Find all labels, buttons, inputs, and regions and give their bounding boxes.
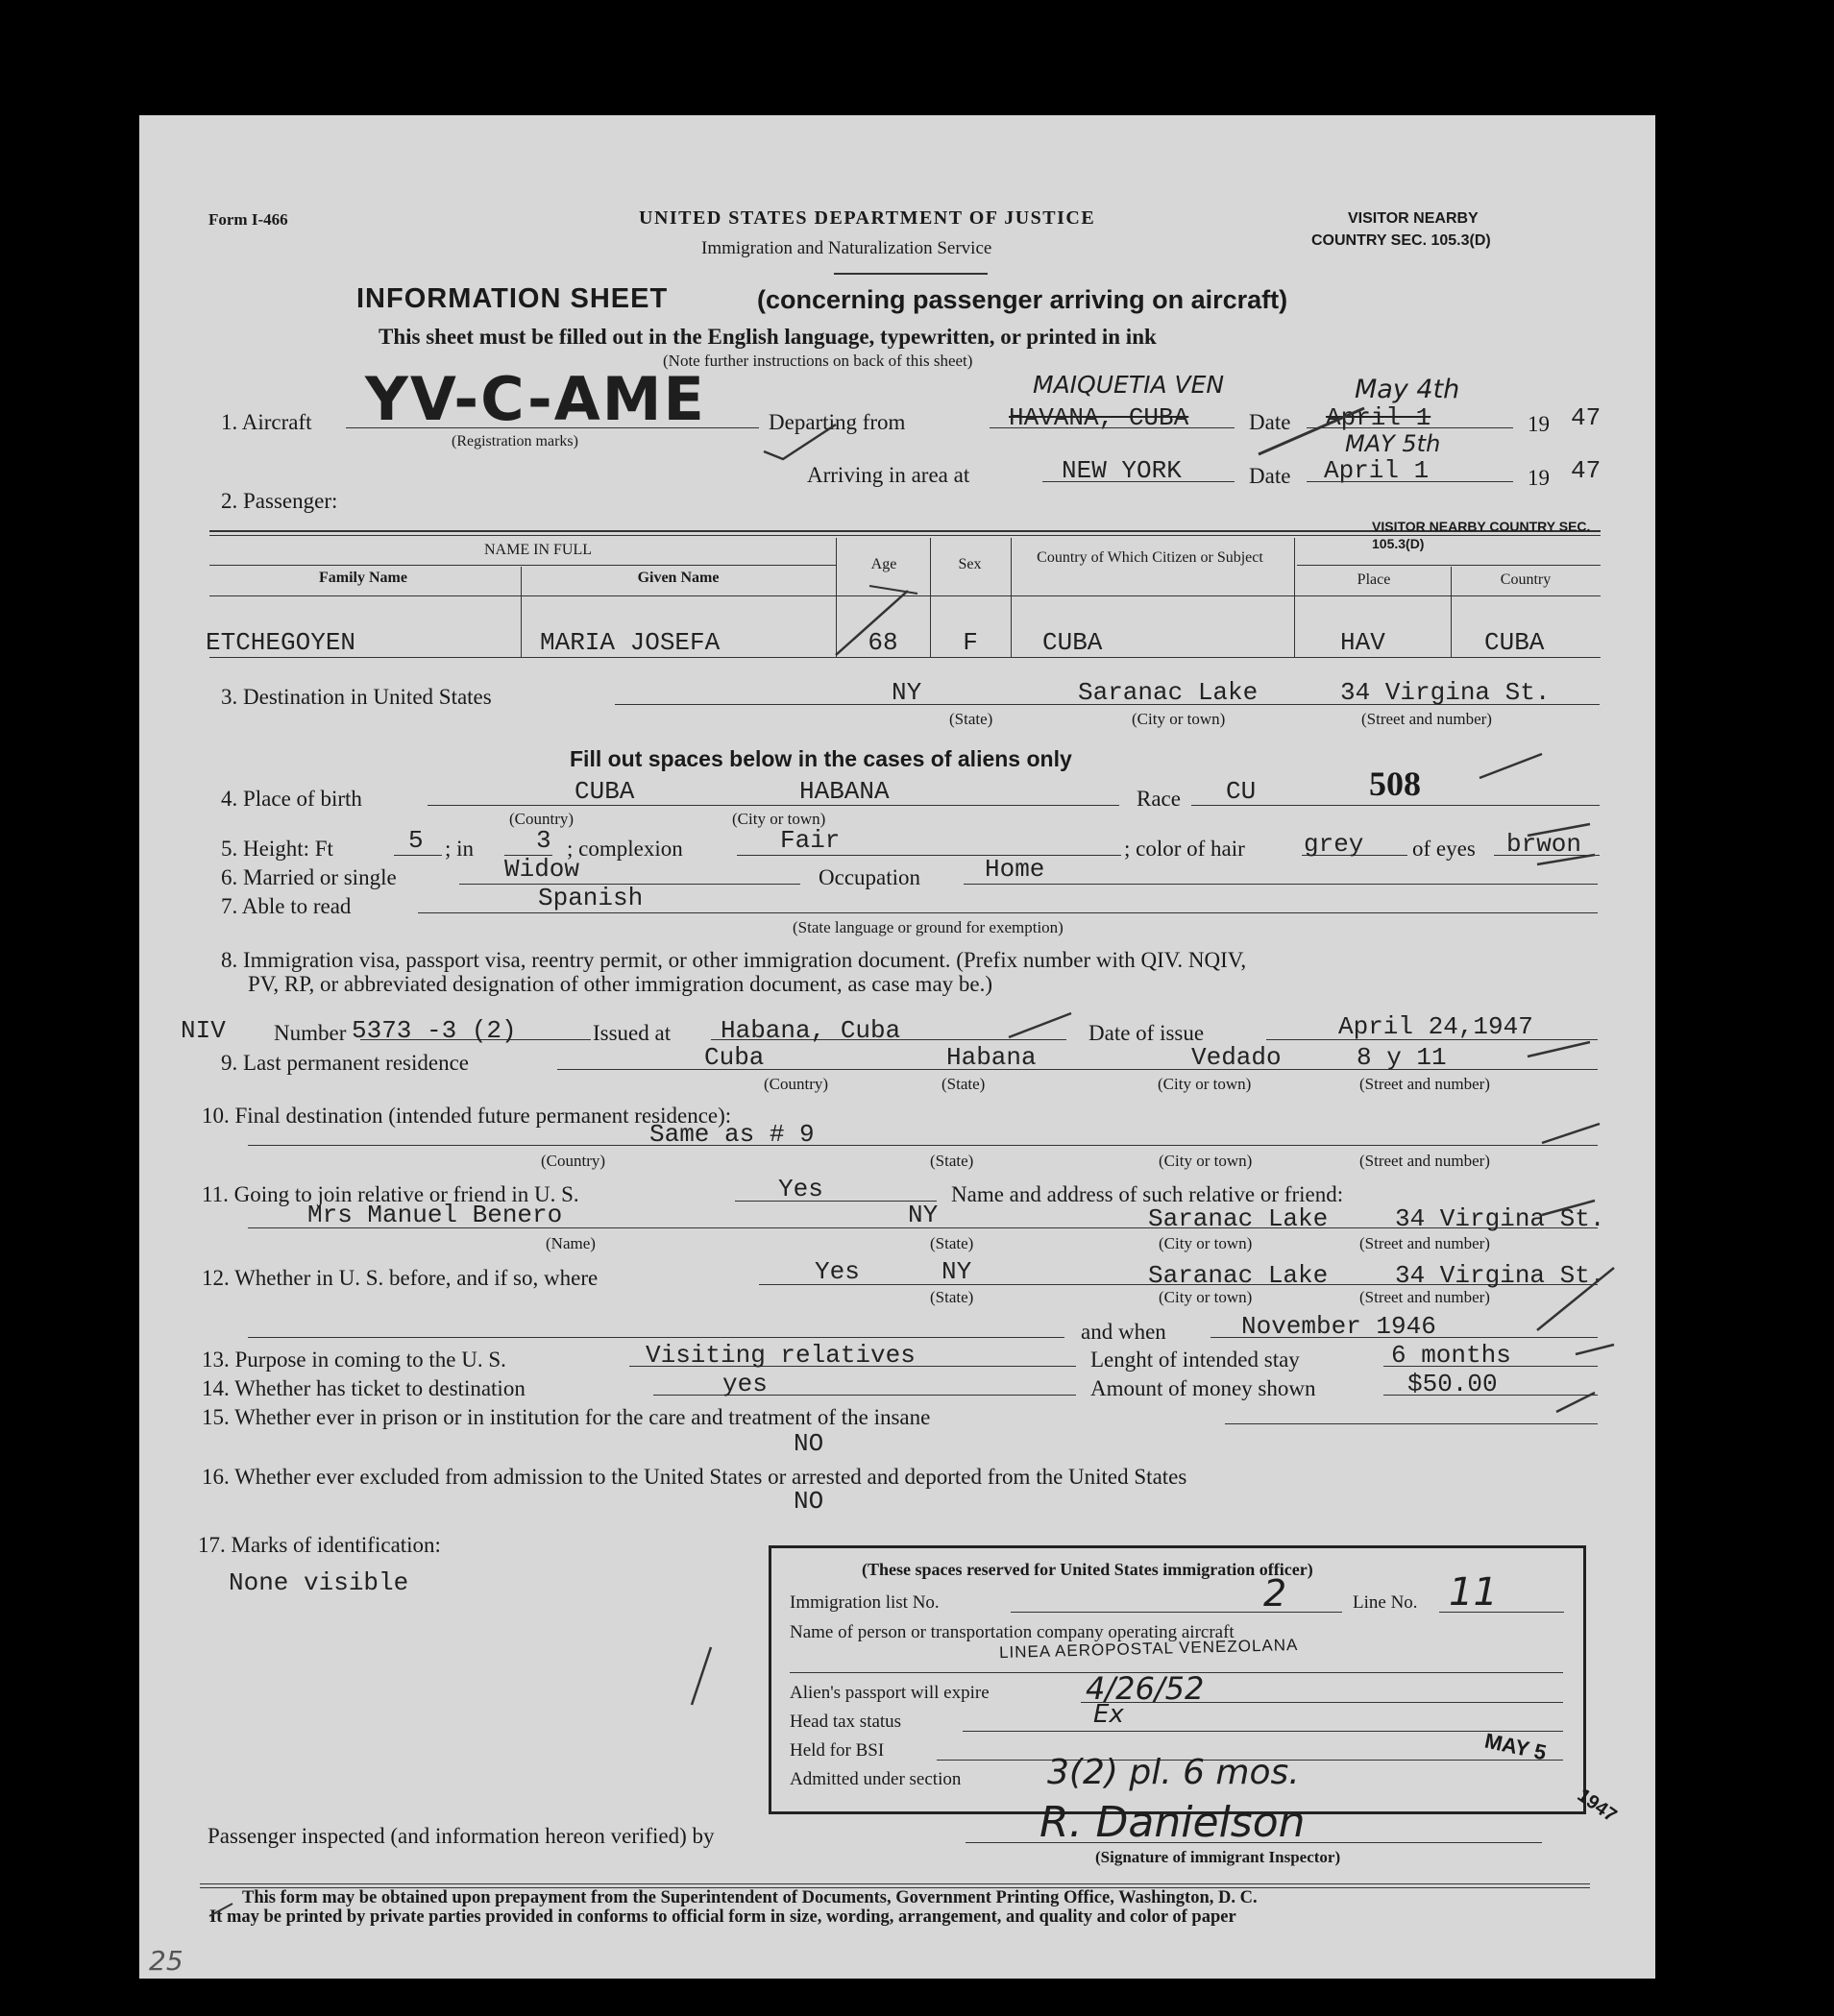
page-subtitle: (concerning passenger arriving on aircraft) bbox=[757, 285, 1288, 314]
given-name-value: MARIA JOSEFA bbox=[540, 628, 721, 657]
stay-value: 6 months bbox=[1391, 1341, 1511, 1370]
race-value: CU bbox=[1226, 777, 1257, 806]
residence-city: Vedado bbox=[1191, 1043, 1282, 1072]
residence-caption-city: (City or town) bbox=[1158, 1075, 1252, 1093]
marital-value: Widow bbox=[504, 855, 580, 884]
residence-street: 8 y 11 bbox=[1357, 1043, 1447, 1072]
header-rule bbox=[834, 273, 988, 275]
company-stamp: LINEA AEROPOSTAL VENEZOLANA bbox=[998, 1635, 1299, 1663]
depart-date-original: April 1 bbox=[1326, 403, 1431, 432]
final-caption-street: (Street and number) bbox=[1359, 1152, 1490, 1170]
arrive-date-correction: MAY 5th bbox=[1345, 430, 1441, 457]
aircraft-label: 1. Aircraft bbox=[221, 410, 312, 434]
service-name: Immigration and Naturalization Service bbox=[701, 238, 992, 258]
marital-label: 6. Married or single bbox=[221, 865, 397, 889]
relative-caption-state: (State) bbox=[930, 1234, 974, 1252]
aliens-heading: Fill out spaces below in the cases of aliens only bbox=[570, 746, 1072, 771]
departing-original: HAVANA, CUBA bbox=[1009, 403, 1189, 432]
marks-value: None visible bbox=[229, 1568, 409, 1597]
department-name: UNITED STATES DEPARTMENT OF JUSTICE bbox=[639, 207, 1096, 229]
marks-label: 17. Marks of identification: bbox=[198, 1533, 441, 1557]
header-country: Country bbox=[1500, 571, 1552, 588]
final-caption-city: (City or town) bbox=[1159, 1152, 1253, 1170]
relative-answer: Yes bbox=[778, 1175, 823, 1203]
read-caption: (State language or ground for exemption) bbox=[793, 918, 1064, 936]
residence-state: Habana bbox=[946, 1043, 1037, 1072]
prison-label: 15. Whether ever in prison or in institution for the care and treatment of the insane bbox=[202, 1405, 931, 1429]
page-title: INFORMATION SHEET bbox=[356, 283, 669, 314]
arrive-date-label: Date bbox=[1249, 464, 1291, 488]
visa-prefix: NIV bbox=[181, 1016, 226, 1045]
destination-city: Saranac Lake bbox=[1078, 678, 1259, 707]
relative-caption-city: (City or town) bbox=[1159, 1234, 1253, 1252]
visa-date-label: Date of issue bbox=[1088, 1021, 1205, 1045]
departing-label: Departing from bbox=[769, 410, 906, 434]
sex-value: F bbox=[963, 628, 978, 657]
departing-correction: MAIQUETIA VEN bbox=[1033, 371, 1225, 399]
birth-caption-country: (Country) bbox=[509, 810, 575, 828]
header-given-name: Given Name bbox=[637, 570, 720, 586]
place-value: HAV bbox=[1340, 628, 1385, 657]
line-label: Line No. bbox=[1353, 1592, 1418, 1613]
visa-number-label: Number bbox=[274, 1021, 347, 1045]
before-when: November 1946 bbox=[1241, 1312, 1436, 1341]
birth-label: 4. Place of birth bbox=[221, 787, 362, 811]
list-number: 2 bbox=[1263, 1572, 1287, 1615]
destination-caption-state: (State) bbox=[949, 710, 993, 728]
money-value: $50.00 bbox=[1407, 1370, 1498, 1398]
eyes-label: of eyes bbox=[1412, 837, 1476, 861]
occupation-value: Home bbox=[985, 855, 1045, 884]
passport-label: Alien's passport will expire bbox=[790, 1683, 990, 1703]
relative-caption-name: (Name) bbox=[546, 1234, 596, 1252]
final-caption-state: (State) bbox=[930, 1152, 974, 1170]
header-stamp: VISITOR NEARBY COUNTRY SEC. 105.3(D) bbox=[1372, 519, 1591, 551]
before-label: 12. Whether in U. S. before, and if so, where bbox=[202, 1266, 599, 1290]
birth-city: HABANA bbox=[799, 777, 890, 806]
before-state: NY bbox=[941, 1257, 972, 1286]
header-citizenship: Country of Which Citizen or Subject bbox=[1037, 549, 1263, 566]
arrive-year-prefix: 19 bbox=[1528, 466, 1550, 490]
visitor-stamp-line2: COUNTRY SEC. 105.3(D) bbox=[1311, 232, 1491, 249]
destination-caption-city: (City or town) bbox=[1132, 710, 1226, 728]
visa-instruction-1: 8. Immigration visa, passport visa, reentry permit, or other immigration document. (Prefix number with QIV. NQIV, bbox=[221, 948, 1247, 972]
stamp-month: MAY 5 bbox=[1482, 1728, 1549, 1765]
residence-caption-state: (State) bbox=[941, 1075, 986, 1093]
depart-date-correction: May 4th bbox=[1355, 375, 1460, 404]
section-label: Admitted under section bbox=[790, 1769, 962, 1789]
before-street: 34 Virgina St. bbox=[1395, 1261, 1605, 1290]
officer-heading: (These spaces reserved for United States immigration officer) bbox=[862, 1560, 1313, 1579]
before-caption-state: (State) bbox=[930, 1288, 974, 1306]
citizenship-value: CUBA bbox=[1042, 628, 1103, 657]
arrive-date-original: April 1 bbox=[1324, 456, 1430, 485]
hair-value: grey bbox=[1304, 830, 1364, 859]
prison-value: NO bbox=[794, 1429, 824, 1458]
relative-name: Mrs Manuel Benero bbox=[307, 1201, 563, 1229]
residence-caption-street: (Street and number) bbox=[1359, 1075, 1490, 1093]
occupation-label: Occupation bbox=[819, 865, 921, 889]
money-label: Amount of money shown bbox=[1090, 1376, 1316, 1400]
section-value: 3(2) pl. 6 mos. bbox=[1047, 1753, 1300, 1792]
relative-street: 34 Virgina St. bbox=[1395, 1204, 1605, 1233]
header-family-name: Family Name bbox=[319, 570, 407, 586]
visa-issued-label: Issued at bbox=[593, 1021, 672, 1045]
complexion-label: ; complexion bbox=[567, 837, 683, 861]
list-label: Immigration list No. bbox=[790, 1592, 940, 1613]
passport-expire: 4/26/52 bbox=[1086, 1670, 1205, 1707]
final-destination-value: Same as # 9 bbox=[649, 1120, 815, 1149]
before-city: Saranac Lake bbox=[1148, 1261, 1329, 1290]
stay-label: Lenght of intended stay bbox=[1090, 1348, 1300, 1372]
hair-label: ; color of hair bbox=[1124, 837, 1245, 861]
race-label: Race bbox=[1137, 787, 1181, 811]
relative-name-label: Name and address of such relative or friend: bbox=[951, 1182, 1344, 1206]
destination-caption-street: (Street and number) bbox=[1361, 710, 1492, 728]
eyes-value: brwon bbox=[1506, 830, 1582, 859]
inspector-signature: R. Danielson bbox=[1039, 1798, 1306, 1847]
relative-caption-street: (Street and number) bbox=[1359, 1234, 1490, 1252]
visa-issued-at: Habana, Cuba bbox=[721, 1016, 901, 1045]
form-number: Form I-466 bbox=[208, 210, 288, 229]
race-code: 508 bbox=[1369, 765, 1421, 803]
signature-caption: (Signature of immigrant Inspector) bbox=[1095, 1848, 1341, 1866]
purpose-label: 13. Purpose in coming to the U. S. bbox=[202, 1348, 506, 1372]
destination-street: 34 Virgina St. bbox=[1340, 678, 1551, 707]
aircraft-registration: YV-C-AME bbox=[365, 364, 706, 434]
before-when-label: and when bbox=[1081, 1320, 1166, 1344]
relative-city: Saranac Lake bbox=[1148, 1204, 1329, 1233]
header-place: Place bbox=[1357, 571, 1391, 588]
residence-label: 9. Last permanent residence bbox=[221, 1051, 469, 1075]
before-caption-street: (Street and number) bbox=[1359, 1288, 1490, 1306]
excluded-value: NO bbox=[794, 1487, 824, 1516]
birth-country: CUBA bbox=[575, 777, 635, 806]
depart-year-prefix: 19 bbox=[1528, 412, 1550, 436]
arrive-year: 47 bbox=[1571, 456, 1602, 485]
arriving-at: NEW YORK bbox=[1062, 456, 1182, 485]
verification-label: Passenger inspected (and information hereon verified) by bbox=[208, 1824, 715, 1848]
visa-instruction-2: PV, RP, or abbreviated designation of other immigration document, as case may be.) bbox=[248, 972, 993, 996]
arriving-label: Arriving in area at bbox=[807, 463, 970, 487]
relative-state: NY bbox=[908, 1201, 939, 1229]
family-name-value: ETCHEGOYEN bbox=[206, 628, 356, 657]
visitor-stamp-line1: VISITOR NEARBY bbox=[1348, 210, 1479, 227]
company-label: Name of person or transportation company operating aircraft bbox=[790, 1622, 1235, 1642]
residence-caption-country: (Country) bbox=[764, 1075, 829, 1093]
read-value: Spanish bbox=[538, 884, 644, 912]
before-answer: Yes bbox=[815, 1257, 860, 1286]
height-in-label: ; in bbox=[445, 837, 475, 861]
corner-number: 25 bbox=[149, 1945, 183, 1977]
age-value: 68 bbox=[868, 628, 898, 657]
ticket-label: 14. Whether has ticket to destination bbox=[202, 1376, 526, 1400]
final-destination-label: 10. Final destination (intended future permanent residence): bbox=[202, 1104, 732, 1128]
destination-state: NY bbox=[892, 678, 922, 707]
destination-label: 3. Destination in United States bbox=[221, 685, 492, 709]
tax-label: Head tax status bbox=[790, 1712, 902, 1732]
header-name-in-full: NAME IN FULL bbox=[484, 542, 592, 558]
stamp-year: 1947 bbox=[1573, 1785, 1621, 1827]
final-caption-country: (Country) bbox=[541, 1152, 606, 1170]
passenger-label: 2. Passenger: bbox=[221, 489, 338, 513]
registration-caption: (Registration marks) bbox=[452, 433, 578, 449]
instruction-line: This sheet must be filled out in the English language, typewritten, or printed in ink bbox=[379, 325, 1157, 349]
footer-line-1: This form may be obtained upon prepayment from the Superintendent of Documents, Government Printing Office, Washington, D. C. bbox=[242, 1888, 1258, 1907]
read-label: 7. Able to read bbox=[221, 894, 352, 918]
relative-label: 11. Going to join relative or friend in U. S. bbox=[202, 1182, 579, 1206]
tax-status: Ex bbox=[1093, 1700, 1124, 1729]
height-in: 3 bbox=[536, 826, 551, 855]
line-number: 11 bbox=[1449, 1570, 1498, 1615]
country-value: CUBA bbox=[1484, 628, 1545, 657]
purpose-value: Visiting relatives bbox=[646, 1341, 916, 1370]
depart-date-label: Date bbox=[1249, 410, 1291, 434]
birth-caption-city: (City or town) bbox=[732, 810, 826, 828]
before-caption-city: (City or town) bbox=[1159, 1288, 1253, 1306]
residence-country: Cuba bbox=[704, 1043, 765, 1072]
height-label: 5. Height: Ft bbox=[221, 837, 333, 861]
header-sex: Sex bbox=[958, 556, 982, 572]
instruction-note: (Note further instructions on back of this sheet) bbox=[663, 352, 973, 370]
height-ft: 5 bbox=[408, 826, 424, 855]
ticket-value: yes bbox=[722, 1370, 768, 1398]
depart-year: 47 bbox=[1571, 403, 1602, 432]
visa-number: 5373 -3 (2) bbox=[352, 1016, 517, 1045]
bsi-label: Held for BSI bbox=[790, 1740, 885, 1761]
footer-line-2: It may be printed by private parties provided in conforms to official form in size, wording, arrangement, and quality and color of paper bbox=[209, 1907, 1236, 1927]
visa-date: April 24,1947 bbox=[1338, 1012, 1533, 1041]
complexion-value: Fair bbox=[780, 826, 841, 855]
excluded-label: 16. Whether ever excluded from admission to the United States or arrested and deported from the United States bbox=[202, 1465, 1187, 1489]
header-age: Age bbox=[870, 556, 897, 572]
